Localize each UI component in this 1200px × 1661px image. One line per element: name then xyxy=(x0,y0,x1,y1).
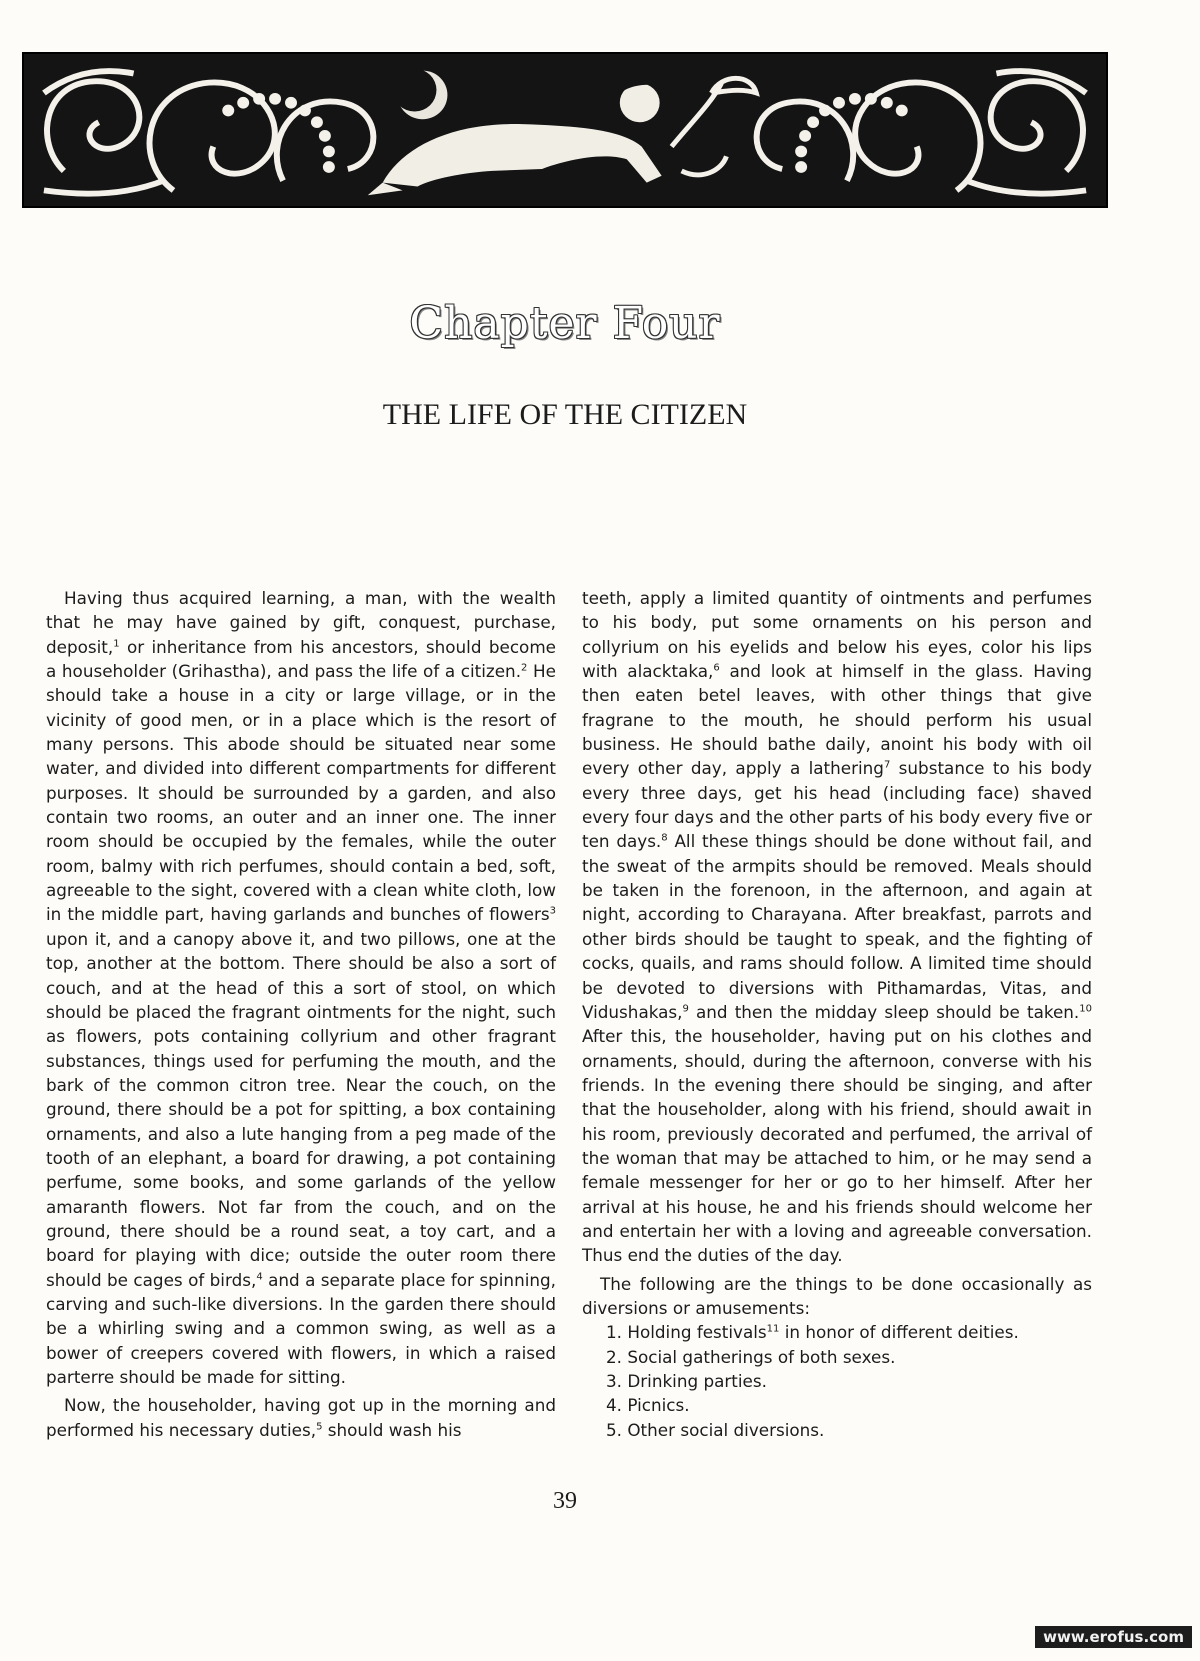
footnote-ref: 10 xyxy=(1079,1003,1092,1015)
footnote-ref: 11 xyxy=(766,1323,780,1335)
banner-illustration xyxy=(24,54,1106,206)
page-number: 39 xyxy=(553,1488,577,1514)
list-item: 4. Picnics. xyxy=(606,1395,690,1416)
footnote-ref: 8 xyxy=(661,832,668,844)
footnote-ref: 9 xyxy=(682,1003,689,1015)
footnote-ref: 5 xyxy=(316,1421,323,1433)
paragraph: Having thus acquired learning, a man, with the wealth that he may have gained by gift, conquest, purchase, deposit,$^1$ or inheritance from his ancestors, should become a householder (Grihastha), and pass the life of a citizen.$^2$ He should take a house in a city or large village, or in the vicinity of good men, or in a place which is the resort of many persons. This abode should be situated near some water, and divided into different compartments for different purposes. It should be surrounded by a garden, and also contain two rooms, an outer and an inner one. The inner room should be occupied by the females, while the outer room, balmy with rich perfumes, should contain a bed, soft, agreeable to the sight, covered with a clean white cloth, low in the middle part, having garlands and bunches of flowers$^3$ upon it, and a canopy above it, and two pillows, one at the top, another at the bottom. There should be also a sort of couch, and at the head of this a sort of stool, on which should be placed the fragrant ointments for the night, such as flowers, pots containing collyrium and other fragrant substances, things used for perfuming the mouth, and the bark of the common citron tree. Near the couch, on the ground, there should be a pot for spitting, a box containing ornaments, and also a lute hanging from a peg made of the tooth of an elephant, a board for drawing, a pot containing perfume, some books, and some garlands of the yellow amaranth flowers. Not far from the couch, and on the ground, there should be a round seat, a toy cart, and a board for playing with dice; outside the outer room there should be cages of birds,$^4$ and a separate place for spinning, carving and such-like diversions. In the garden there should be a whirling swing and a common swing, as well as a bower of creepers covered with flowers, in which a raised parterre should be made for sitting. xyxy=(46,588,557,1387)
section-title: THE LIFE OF THE CITIZEN xyxy=(382,398,748,431)
chapter-title: Chapter Four xyxy=(409,298,721,349)
footnote-ref: 2 xyxy=(521,662,528,674)
list-item: 2. Social gatherings of both sexes. xyxy=(606,1346,896,1367)
list-item: 3. Drinking parties. xyxy=(606,1371,767,1391)
left-column xyxy=(46,586,556,1442)
list-item: 5. Other social diversions. xyxy=(606,1419,825,1440)
footnote-ref: 7 xyxy=(883,759,891,771)
footnote-ref: 1 xyxy=(113,638,120,650)
footnote-ref: 4 xyxy=(256,1271,263,1283)
footnote-ref: 6 xyxy=(713,662,720,674)
paragraph: The following are the things to be done occasionally as diversions or amusements: xyxy=(582,1273,1092,1318)
amusements-list xyxy=(582,1320,1092,1442)
paragraph: teeth, apply a limited quantity of ointments and perfumes to his body, put some ornaments on his person and collyrium on his eyelids and below his eyes, color his lips with alacktaka,$^6$ and look at himself in the glass. Having then eaten betel leaves, with other things that give fragrane to the mouth, he should perform his usual business. He should bathe daily, anoint his body with oil every other day, apply a lathering$^7$ substance to his body every three days, get his head (including face) shaved every four days and the other parts of his body every five or ten days.$^8$ All these things should be done without fail, and the sweat of the armpits should be removed. Meals should be taken in the forenoon, in the afternoon, and again at night, according to Charayana. After breakfast, parrots and other birds should be taught to speak, and the fighting of cocks, quails, and rams should follow. A limited time should be devoted to diversions with Pithamardas, Vitas, and Vidushakas,$^9$ and then the midday sleep should be taken.$^{10}$ After this, the householder, having put on his clothes and ornaments, should, during the afternoon, converse with his friends. In the evening there should be singing, and after that the householder, along with his friend, should await in his room, previously decorated and perfumed, the arrival of the woman that may be attached to him, or he may send a female messenger for her or go to her himself. After her arrival at his house, he and his friends should welcome her and entertain her with a loving and agreeable conversation. Thus end the duties of the day. xyxy=(582,588,1093,1266)
decorative-banner xyxy=(22,52,1108,208)
watermark: www.erofus.com xyxy=(1035,1626,1192,1648)
footnote-ref: 3 xyxy=(549,905,556,917)
paragraph: Now, the householder, having got up in the morning and performed his necessary duties,$^5$ should wash his xyxy=(46,1395,556,1440)
list-item: 1. Holding festivals$^{11}$ in honor of different deities. xyxy=(606,1322,1019,1343)
right-column xyxy=(582,586,1092,1442)
